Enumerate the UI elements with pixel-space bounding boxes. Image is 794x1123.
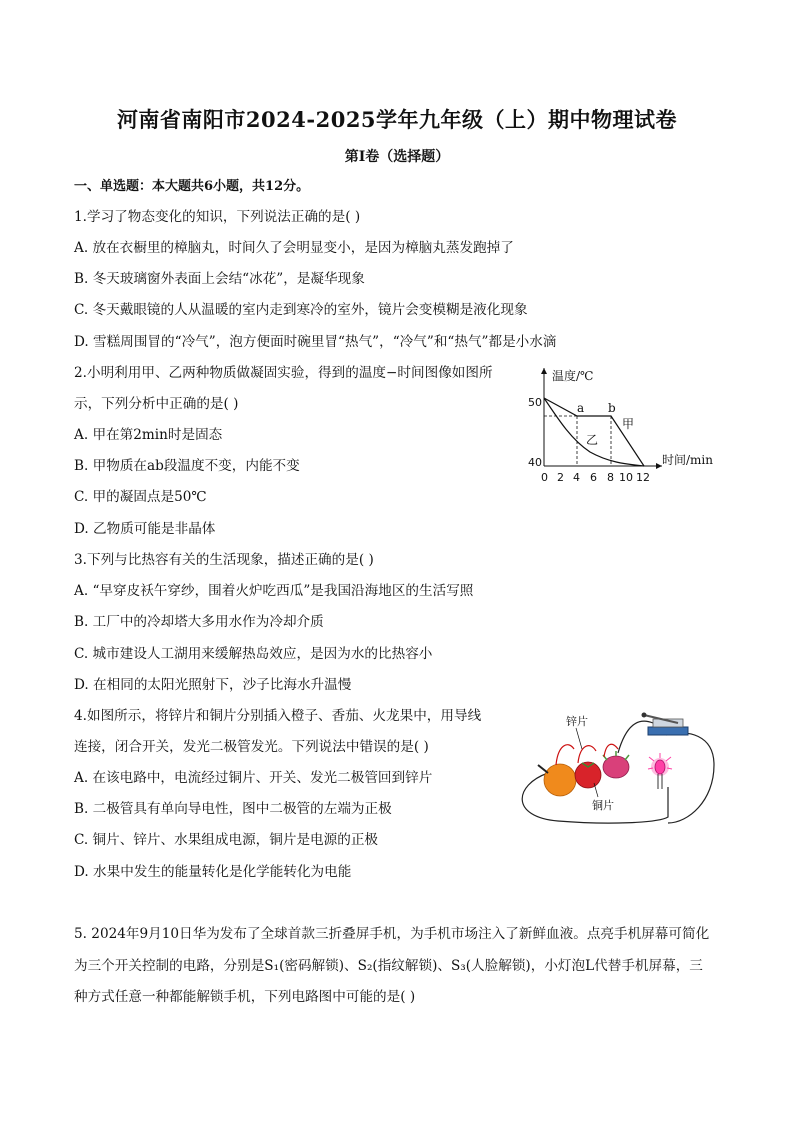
x-tick-8: 8 — [607, 471, 614, 484]
q2-option-c[interactable]: C. 甲的凝固点是50℃ — [74, 489, 207, 505]
exam-title: 河南省南阳市2024-2025学年九年级（上）期中物理试卷 — [116, 107, 678, 132]
point-a-label: a — [577, 401, 585, 415]
q2-option-d[interactable]: D. 乙物质可能是非晶体 — [74, 521, 216, 537]
wire-right — [666, 733, 714, 823]
tomato-fruit — [575, 762, 601, 788]
switch-knob — [642, 713, 647, 718]
q4-fruit-battery-figure — [508, 705, 723, 830]
x-tick-0: 0 — [541, 471, 548, 484]
volume-subtitle: 第I卷（选择题） — [344, 149, 450, 165]
x-tick-6: 6 — [590, 471, 597, 484]
x-tick-10: 10 — [619, 471, 633, 484]
q3-option-d[interactable]: D. 在相同的太阳光照射下，沙子比海水升温慢 — [74, 677, 352, 693]
q1-option-a[interactable]: A. 放在衣橱里的樟脑丸，时间久了会明显变小，是因为樟脑丸蒸发跑掉了 — [74, 240, 514, 256]
switch-base — [648, 727, 688, 735]
x-tick-4: 4 — [573, 471, 580, 484]
orange-fruit — [544, 764, 576, 796]
q5-stem-line2: 为三个开关控制的电路，分别是S₁(密码解锁)、S₂(指纹解锁)、S₃(人脸解锁)，小灯泡L代替手机屏幕，三 — [74, 958, 703, 974]
q4-stem-line1: 4.如图所示，将锌片和铜片分别插入橙子、香茄、火龙果中，用导线 — [74, 708, 482, 724]
q2-temperature-time-graph — [520, 362, 730, 492]
q5-stem-line1: 5. 2024年9月10日华为发布了全球首款三折叠屏手机，为手机市场注入了新鲜血液。点亮手机屏幕可简化 — [74, 926, 710, 942]
q4-option-b[interactable]: B. 二极管具有单向导电性，图中二极管的左端为正极 — [74, 801, 392, 817]
zinc-pointer — [576, 728, 582, 749]
q1-option-b[interactable]: B. 冬天玻璃窗外表面上会结“冰花”，是凝华现象 — [74, 271, 365, 287]
q4-option-d[interactable]: D. 水果中发生的能量转化是化学能转化为电能 — [74, 864, 352, 880]
point-b-label: b — [608, 401, 616, 415]
copper-label: 铜片 — [592, 799, 614, 812]
q2-option-b[interactable]: B. 甲物质在ab段温度不变，内能不变 — [74, 458, 300, 474]
y-axis-label: 温度/℃ — [552, 369, 594, 383]
q3-option-a[interactable]: A. “早穿皮袄午穿纱，围着火炉吃西瓜”是我国沿海地区的生活写照 — [74, 583, 474, 599]
y-tick-40: 40 — [528, 456, 542, 469]
q1-option-c[interactable]: C. 冬天戴眼镜的人从温暖的室内走到寒冷的室外，镜片会变模糊是液化现象 — [74, 302, 528, 318]
curve-yi-label: 乙 — [586, 433, 599, 447]
zinc-label: 锌片 — [566, 715, 588, 728]
q2-stem-line1: 2.小明利用甲、乙两种物质做凝固实验，得到的温度−时间图像如图所 — [74, 365, 493, 381]
x-tick-2: 2 — [557, 471, 564, 484]
curve-jia-label: 甲 — [622, 417, 635, 431]
curve-yi — [544, 398, 644, 466]
section-heading: 一、单选题：本大题共6小题，共12分。 — [74, 179, 310, 194]
x-tick-12: 12 — [636, 471, 650, 484]
q5-stem-line3: 种方式任意一种都能解锁手机，下列电路图中可能的是( ) — [74, 989, 416, 1005]
q1-option-d[interactable]: D. 雪糕周围冒的“冷气”，泡方便面时碗里冒“热气”，“冷气”和“热气”都是小水滴 — [74, 334, 557, 350]
q4-stem-line2: 连接，闭合开关，发光二极管发光。下列说法中错误的是( ) — [74, 739, 429, 755]
q3-option-b[interactable]: B. 工厂中的冷却塔大多用水作为冷却介质 — [74, 614, 324, 630]
q4-option-a[interactable]: A. 在该电路中，电流经过铜片、开关、发光二极管回到锌片 — [74, 770, 433, 786]
q1-stem: 1.学习了物态变化的知识，下列说法正确的是( ) — [74, 209, 361, 225]
x-axis-label: 时间/min — [662, 453, 713, 467]
q4-option-c[interactable]: C. 铜片、锌片、水果组成电源，铜片是电源的正极 — [74, 832, 379, 848]
led-bulb — [655, 760, 665, 774]
probe-clip — [538, 765, 548, 773]
curve-jia — [544, 398, 644, 466]
y-tick-50: 50 — [528, 396, 542, 409]
wire-top — [618, 721, 653, 753]
q2-stem-line2: 示，下列分析中正确的是( ) — [74, 396, 239, 412]
q3-stem: 3.下列与比热容有关的生活现象，描述正确的是( ) — [74, 552, 374, 568]
q3-option-c[interactable]: C. 城市建设人工湖用来缓解热岛效应，是因为水的比热容小 — [74, 646, 433, 662]
q2-option-a[interactable]: A. 甲在第2min时是固态 — [74, 427, 223, 443]
